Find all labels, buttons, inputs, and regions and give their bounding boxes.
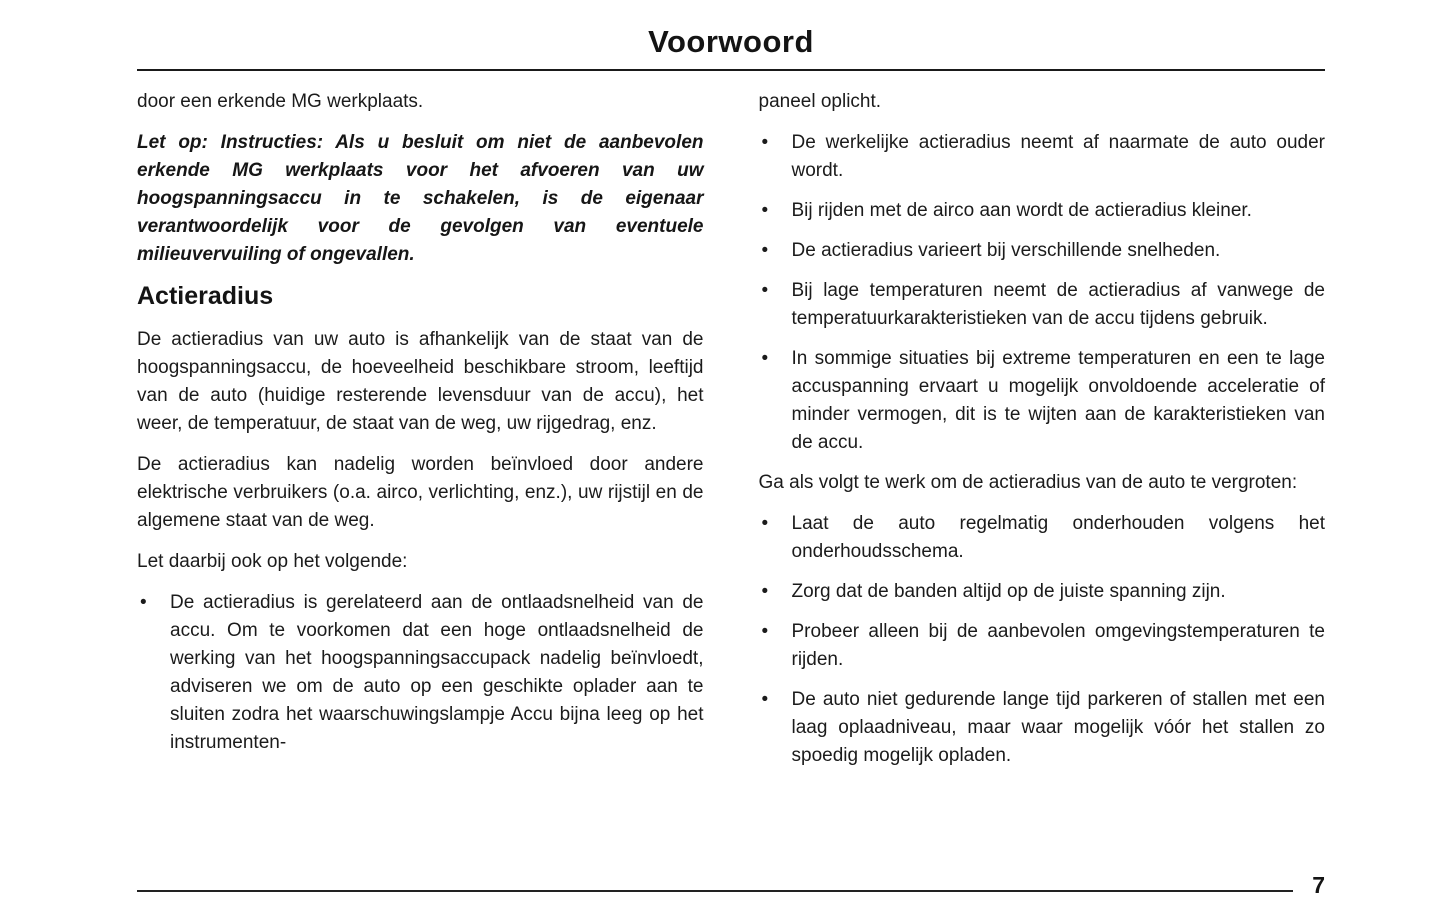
list-item [759,197,1326,225]
notice-paragraph: Let op: Instructies: Als u besluit om niet de aanbevolen erkende MG werkplaats voor het afvoeren van uw hoogspanningsaccu in te schakelen, is de eigenaar verantwoordelijk voor de gevolgen van eventuele milieuvervuiling of ongevallen. [137,132,704,265]
list-item [137,589,704,757]
list-item [759,686,1326,770]
list-item-text: De actieradius is gerelateerd aan de ontlaadsnelheid van de accu. Om te voorkomen dat een hoge ontlaadsnelheid de werking van het hoogspanningsaccupack nadelig beïnvloedt, adviseren we om de auto op een geschikte oplader aan te sluiten zodra het waarschuwingslampje Accu bijna leeg op het instrumenten- [170,592,704,753]
page-header [137,24,1325,71]
bullet-icon: • [140,592,147,613]
bullet-icon: • [761,280,769,301]
continuation-text: door een erkende MG werkplaats. [137,91,424,112]
list-item-text: De auto niet gedurende lange tijd parkeren of stallen met een laag oplaadniveau, maar waar mogelijk vóór het stallen zo spoedig mogelijk opladen. [791,689,1325,766]
bullet-icon: • [761,621,769,642]
paragraph: Let daarbij ook op het volgende: [137,551,408,572]
list-item [759,345,1326,457]
list-item-text: Bij rijden met de airco aan wordt de actieradius kleiner. [791,200,1252,221]
list-item-text: Probeer alleen bij de aanbevolen omgevingstemperaturen te rijden. [791,621,1325,670]
bullet-icon: • [761,348,769,369]
bullet-icon: • [761,513,769,534]
bullet-icon: • [761,689,769,710]
page-footer [137,850,1325,914]
footer-divider [137,890,1293,892]
page-title: Voorwoord [648,24,814,59]
list-item-text: De werkelijke actieradius neemt af naarmate de auto ouder wordt. [791,132,1325,181]
list-item-text: Laat de auto regelmatig onderhouden volgens het onderhoudsschema. [791,513,1325,562]
list-item [759,129,1326,185]
continuation-text: paneel oplicht. [758,91,882,112]
title-divider [137,69,1325,71]
bullet-icon: • [761,200,769,221]
paragraph: De actieradius van uw auto is afhankelijk van de staat van de hoogspanningsaccu, de hoeveelheid beschikbare stroom, leeftijd van de auto (huidige resterende levensduur van de accu), het weer, de temperatuur, de staat van de weg, uw rijgedrag, enz. [137,329,704,434]
paragraph: Ga als volgt te werk om de actieradius van de auto te vergroten: [758,472,1298,493]
list-item-text: Bij lage temperaturen neemt de actieradius af vanwege de temperatuurkarakteristieken van de accu tijdens gebruik. [791,280,1325,329]
section-heading: Actieradius [137,282,274,310]
bullet-icon: • [761,581,769,602]
bullet-icon: • [761,132,769,153]
right-column [759,88,1326,782]
list-item [759,237,1326,265]
bullet-icon: • [761,240,769,261]
paragraph: De actieradius kan nadelig worden beïnvloed door andere elektrische verbruikers (o.a. airco, verlichting, enz.), uw rijstijl en de algemene staat van de weg. [137,454,704,531]
list-item [759,277,1326,333]
list-item-text: Zorg dat de banden altijd op de juiste spanning zijn. [791,581,1226,602]
list-item [759,578,1326,606]
list-item-text: De actieradius varieert bij verschillende snelheden. [791,240,1221,261]
list-item [759,618,1326,674]
left-column [137,88,704,782]
list-item-text: In sommige situaties bij extreme temperaturen en een te lage accuspanning ervaart u mogelijk onvoldoende acceleratie of minder vermogen, dit is te wijten aan de karakteristieken van de accu. [791,348,1325,453]
list-item [759,510,1326,566]
content-columns [137,88,1325,782]
page-number: 7 [1312,872,1325,898]
